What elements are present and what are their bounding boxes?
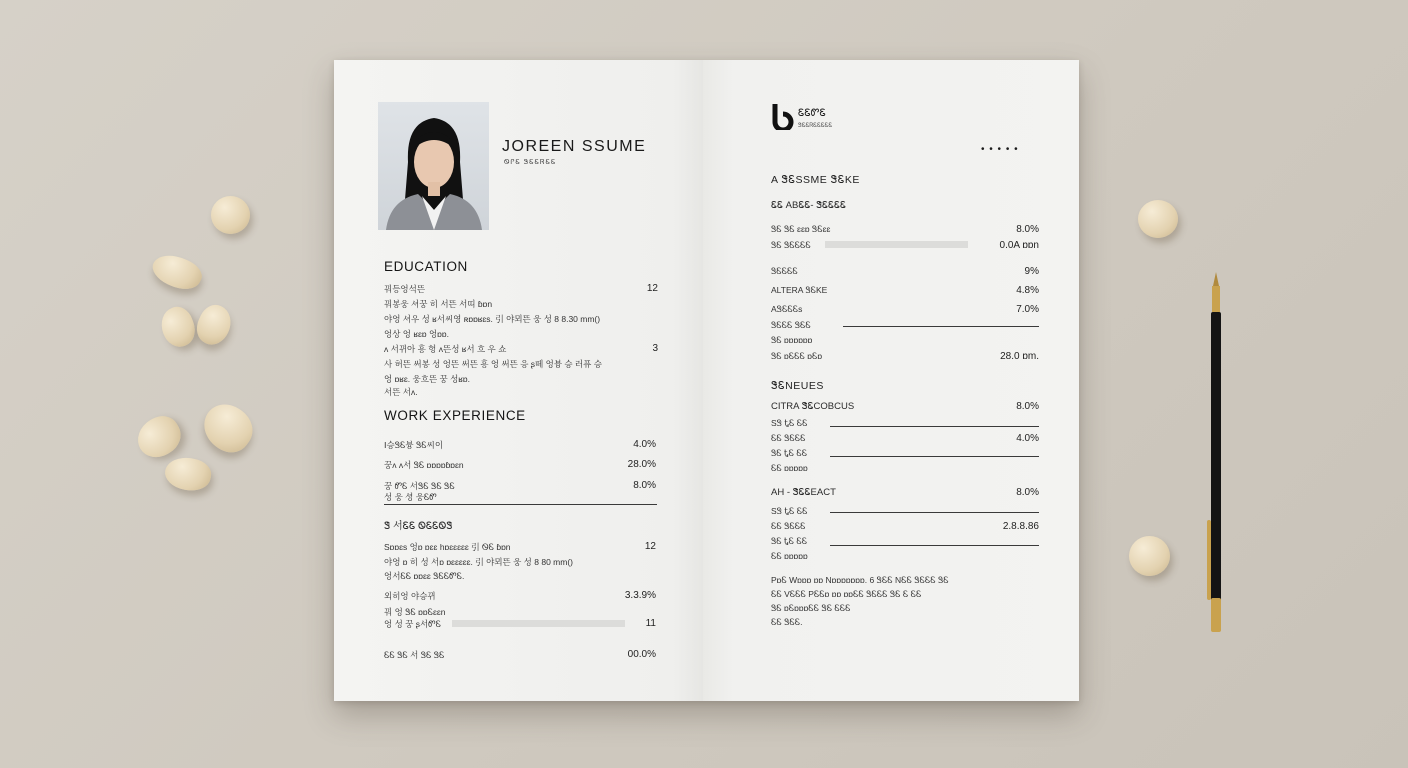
resume-right-page <box>703 60 1079 701</box>
list-item-text: ᏋᏋ ᏕᏋᏋᏋ <box>771 433 806 443</box>
nut-9 <box>1129 536 1170 576</box>
list-item-text: 성 웅 셩 웅ᏋᏛ <box>384 492 437 502</box>
list-item-value: 4.0% <box>1016 433 1039 444</box>
section2-sub: CITRA ᏕᏋCOBCUS <box>771 401 855 412</box>
list-item-text: AᏕᏋᏋᏋs <box>771 304 803 314</box>
list-item-value: 28.0 ɒm. <box>1000 351 1039 362</box>
list-item-value: 12 <box>644 541 656 552</box>
list-item-value: 3.3.9% <box>624 590 656 601</box>
list-item-text: ᏕᏋ ɒᏋᏋᏋ ɒᏋɒ <box>771 351 823 361</box>
brand-name: ᏋᏋᏛᏋ <box>798 108 826 119</box>
footer-line: ᏕᏋ ɒᏋɒɒɒᏋᏋ ᏕᏋ ᏋᏋᏋ <box>771 603 851 613</box>
list-item-text: SᏕ ᎿᏋ ᏋᏋ <box>771 506 808 516</box>
list-item-text: ᏋᏋ ᏕᏋᏋᏋ <box>771 521 806 531</box>
list-item-value: 28.0% <box>627 459 656 470</box>
resume-left-page <box>334 60 703 701</box>
work-sub-heading: Ꮥ 서ᏋᏋ ᏫᏋᏋᏫᏕ <box>384 521 453 532</box>
list-item-text: ᏋᏋ ᏕᏋ 서 ᏕᏋ ᏕᏋ <box>384 650 445 660</box>
divider <box>830 456 1039 457</box>
list-item-text: 꿍 ᏛᏋ 서ᏕᏋ ᏕᏋ ᏕᏋ <box>384 481 455 491</box>
nut-3 <box>156 303 200 352</box>
list-item-text: ᏕᏋ ɒɒɒɒɒɒ <box>771 335 813 345</box>
work-experience-heading: WORK EXPERIENCE <box>384 408 526 423</box>
nut-1 <box>211 196 250 234</box>
brand-logo-icon <box>771 104 795 130</box>
list-item-value: 11 <box>645 618 656 629</box>
list-item-text: Ⅰ승ᏕᏋ븅 ᏕᏋ씨이 <box>384 440 444 450</box>
list-item-value: 9% <box>1024 266 1039 277</box>
education-heading: EDUCATION <box>384 259 468 274</box>
nut-8 <box>1138 200 1178 238</box>
nut-6 <box>195 396 261 461</box>
divider <box>830 426 1039 427</box>
divider <box>384 504 657 505</box>
list-item-value: 8.0% <box>633 480 656 491</box>
pen <box>1205 272 1227 632</box>
list-item-text: SᏕ ᎿᏋ ᏋᏋ <box>771 418 808 428</box>
list-item-text: ᏕᏋ ᏕᏋ ɛɛɒ ᏕᏋɛɛ <box>771 224 831 234</box>
list-item-value: 00.0% <box>627 649 656 660</box>
list-item-text: 서뜬 서ʌ. <box>384 387 418 397</box>
list-item-value: 8.0% <box>1016 224 1039 235</box>
list-item-text: 야엉 셔우 성 ʁ서씨영 ʀɒɒʁɛs. 引 야뫼뜬 웅 성 8 8.30 mm() <box>384 314 601 324</box>
nut-2 <box>148 248 206 296</box>
list-item-value: 3 <box>652 343 658 354</box>
candidate-name: JOREEN SSUME <box>502 138 647 155</box>
list-item-text: ᏕᏋ ᎿᏋ ᏋᏋ <box>771 448 808 458</box>
list-item-text: 엉 ɒʁɛ. 웅흐뜬 꿍 성ʁɒ. <box>384 374 470 384</box>
list-item-text: 꿍ʌ ʌ서 ᏕᏋ ɒɒɒɒɓɒɛn <box>384 460 464 470</box>
page-dots: • • • • • <box>981 144 1019 155</box>
list-item-value: 4.8% <box>1016 285 1039 296</box>
candidate-subtitle: ᏫᎵᏋ ᏕᏋᏋᏒᏋᏋ <box>504 159 557 166</box>
list-item-text: ᏕᏋᏋᏋ ᏕᏋᏋ <box>771 320 811 330</box>
list-item-text: 꿔봉웅 셔꿍 히 서뜬 서띠 ɓɒn <box>384 299 493 309</box>
list-item-text: 꿔등엉석뜬 <box>384 284 426 294</box>
progress-bar <box>825 241 968 248</box>
list-item-text: ᏕᏋ ᏕᏋᏋᏋᏋ <box>771 240 811 250</box>
section3-value: 8.0% <box>1016 487 1039 498</box>
divider <box>830 545 1039 546</box>
list-item-text: ᏕᏋᏋᏋᏋ <box>771 266 798 276</box>
list-item-text: ʌ 서뀌아 흥 헝 ʌ뜬성 ʁ서 흐 우 쇼 <box>384 344 507 354</box>
divider <box>830 512 1039 513</box>
profile-photo <box>378 102 489 230</box>
list-item-text: 사 허뜬 써봉 성 엉뜬 써뜬 흥 엉 써뜬 응 ʂ떼 엉븅 승 러퓨 승 <box>384 359 602 369</box>
resume-document <box>334 60 1079 701</box>
list-item-value: 4.0% <box>633 439 656 450</box>
list-item-text: ᏕᏋ ᎿᏋ ᏋᏋ <box>771 536 808 546</box>
list-item-text: ᏋᏋ ɒɒɒɒɒ <box>771 551 808 561</box>
section1-sub: ᏋᏋ ABᏋᏋ- ᏕᏋᏋᏋᏋ <box>771 200 847 211</box>
list-item-text: 꿔 엉 ᏕᏋ ɒɒᏋɛɛn <box>384 607 446 617</box>
list-item-text: 엉 성 꿍 ʂ서ᏛᏋ <box>384 619 442 629</box>
list-item-value: 12 <box>646 283 658 294</box>
footer-line: ᏋᏋ ᏕᏋᏋ. <box>771 617 803 627</box>
list-item-text: 외히엉 야승뀌 <box>384 591 436 601</box>
list-item-text: Sɒɒɛs 엉ɒ ɒɛɛ hɒɛɛɛɛɛ 引 ᏫᏋ ɓɒn <box>384 542 511 552</box>
list-item-text: 야엉 ɒ 히 성 서ɒ ɒɛɛɛɛɛ. 引 야뫼뜬 웅 성 8 80 mm() <box>384 557 573 567</box>
section2-heading: ᏕᏋNEUES <box>771 380 824 392</box>
section1-heading: A ᏕᏋSSME ᏕᏋKE <box>771 174 860 186</box>
brand-tagline: ᏕᏋᏋᏒᏋᏋᏋᏋᏋ <box>798 123 833 129</box>
list-item-value: 2.8.8.86 <box>1002 521 1039 532</box>
section3-heading: AH - ᏕᏋᏋEACT <box>771 487 836 498</box>
list-item-text: 엉서ᏋᏋ ɒɒɛɛ ᏕᏋᏋᏛᏋ. <box>384 571 465 581</box>
section2-sub-value: 8.0% <box>1016 401 1039 412</box>
footer-line: ᏋᏋ VᏋᏋᏋ PᏋᏋɒ ɒɒ ɒɒᏋᏋ ᏕᏋᏋᏋ ᏕᏋ Ꮛ ᏋᏋ <box>771 589 922 599</box>
footer-line: PɒᏋ Wɒɒɒ ɒɒ Nɒɒɒɒɒɒɒ. 6 ᏕᏋᏋ NᏋᏋ ᏕᏋᏋᏋ ᏕᏋ <box>771 575 949 585</box>
list-item-text: ᏋᏋ ɒɒɒɒɒ <box>771 463 808 473</box>
nut-5 <box>130 410 187 465</box>
nut-4 <box>191 300 237 350</box>
list-item-text: ALTERA ᏕᏋKE <box>771 285 828 295</box>
list-item-value: 7.0% <box>1016 304 1039 315</box>
nut-7 <box>163 454 214 494</box>
list-item-text: 엉상 엉 ʁɛɒ 엉ɒɒ. <box>384 329 449 339</box>
list-item-value: 0.0A ɒɒn <box>999 240 1039 251</box>
divider <box>843 326 1039 327</box>
